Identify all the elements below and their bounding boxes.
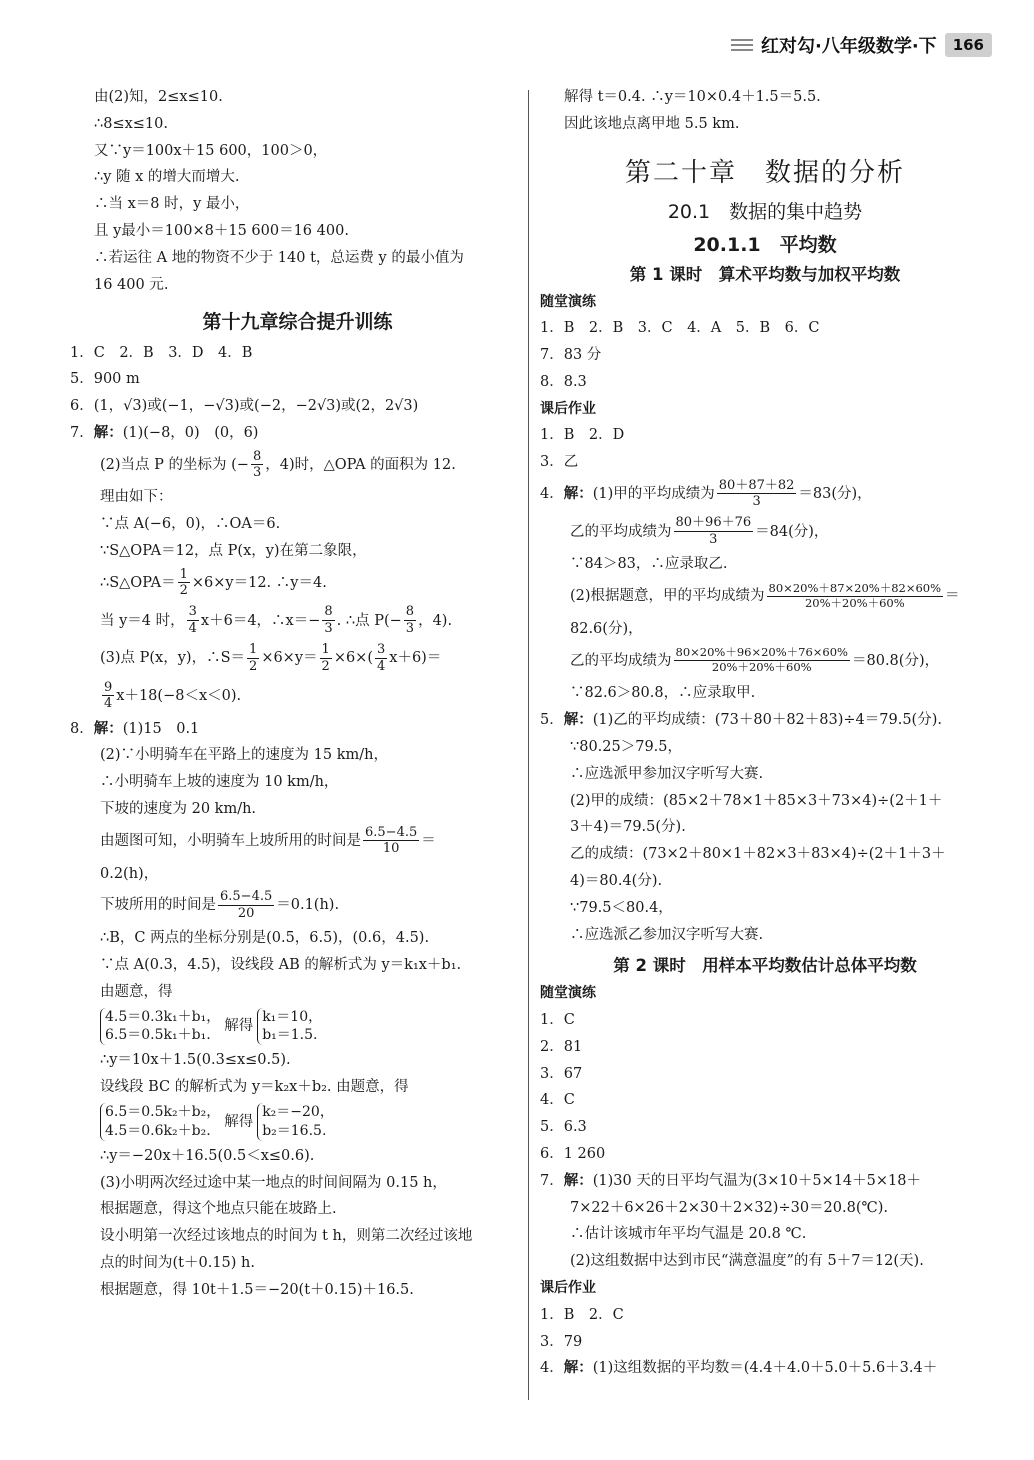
answer-5: 5．900 m [70,371,140,388]
text-line: ∴8≤x≤10. [94,115,168,132]
text: x＋6)＝ [389,650,442,667]
fraction [102,680,114,712]
text-line: 因此该地点离甲地 5.5 km. [564,115,740,132]
denominator: 20 [237,905,255,921]
fraction [322,604,334,636]
page-number: 166 [945,33,992,57]
answer-line: 1．B 2．D [540,427,625,444]
text: (3)点 P(x，y)，∴S＝ [100,650,246,667]
denominator: 10 [382,841,400,857]
text-line: ∴y 随 x 的增大而增大. [94,169,240,186]
question-number: 7． [540,1172,564,1189]
fraction [767,582,944,611]
text: 下坡所用的时间是 [100,897,216,914]
denominator: 20%＋20%＋60% [804,595,905,610]
text: ＝80.8(分)， [852,652,940,669]
text: ＝83(分)， [798,485,872,502]
text-line: 根据题意，得这个地点只能在坡路上. [100,1201,337,1218]
text-line: 0.2(h)， [100,865,159,882]
question-number: 4． [540,485,564,502]
answer-7-result [70,678,525,716]
text-line: 由题意，得 [100,983,173,1000]
answer-line: 6．1 260 [540,1146,606,1163]
system-brace [257,1008,322,1046]
answer-line: 1．B 2．B 3．C 4．A 5．B 6．C [540,320,820,337]
text: (1)乙的平均成绩：(73＋80＋82＋83)÷4＝79.5(分). [592,712,942,729]
text: ×6×y＝12. ∴y＝4. [191,574,327,591]
solution-label: 解： [93,424,123,441]
answer-line: 7．83 分 [540,347,602,364]
text: (1)甲的平均成绩为 [592,485,715,502]
question-number: 7． [70,424,94,441]
numerator: 9 [104,679,113,695]
equation: b₁＝1.5. [262,1027,318,1044]
text-line: 82.6(分)， [570,620,643,637]
text-line: 下坡的速度为 20 km/h. [100,801,257,818]
page-header [731,30,992,60]
text-line: 4)＝80.4(分). [570,872,663,889]
denominator: 3 [324,621,333,637]
lesson-1-title: 第 1 课时 算术平均数与加权平均数 [629,264,901,284]
answer-5-line1 [540,707,990,734]
text-line: 乙的成绩：(73×2＋80×1＋82×3＋83×4)÷(2＋1＋3＋ [570,846,946,863]
text-line: 16 400 元. [94,276,169,293]
text: ＝84(分)， [755,523,829,540]
text: 乙的平均成绩为 [570,652,672,669]
section-label: 随堂演练 [540,985,596,1002]
text: 乙的平均成绩为 [570,523,672,540]
text-line: ∴y＝10x＋1.5(0.3≤x≤0.5). [100,1052,291,1069]
fraction [320,642,332,674]
answer-4-line6 [540,643,990,681]
answer-8-uphill [70,823,525,861]
equation: 6.5＝0.5k₂＋b₂， [105,1103,221,1120]
text-line: ∵82.6＞80.8，∴应录取甲. [570,685,756,702]
answer-line: 3．67 [540,1065,583,1082]
equation: k₁＝10， [262,1008,323,1025]
text: ×6×y＝ [261,650,318,667]
text: ＝ [421,832,436,849]
numerator: 1 [179,566,188,582]
text: (2)当点 P 的坐标为 [100,456,227,473]
text: ＝0.1(h). [276,897,340,914]
text: (1)(−8，0) (0，6) [122,424,259,441]
text: 解得 [224,1113,254,1130]
text: 当 y＝4 时， [100,612,185,629]
denominator: 3 [405,621,415,637]
system-brace [257,1103,334,1141]
chapter19-title: 第十九章综合提升训练 [202,310,393,333]
answer-8-line1 [70,716,525,743]
answer-4-line1 [540,1355,990,1382]
text-line: ∴当 x＝8 时，y 最小， [94,196,250,213]
denominator: 3 [709,532,718,548]
fraction [251,449,263,481]
answer-8-downhill [70,887,525,925]
answer-4-line2 [540,514,990,552]
numerator: 8 [324,604,333,620]
denominator: 2 [321,658,330,674]
text-line: 3＋4)＝79.5(分). [570,819,686,836]
answer-4-line4 [540,578,990,616]
text-line: ∵79.5＜80.4， [570,899,673,916]
denominator: 4 [104,696,113,712]
numerator: 1 [321,642,330,658]
section-label: 课后作业 [540,400,596,417]
fraction [218,889,274,921]
denominator: 4 [377,658,386,674]
numerator: 80×20%＋87×20%＋82×60% [768,580,942,595]
text-line: ∵80.25＞79.5， [570,738,683,755]
fraction [674,646,851,675]
question-number: 5． [540,712,564,729]
fraction [178,567,190,599]
solution-label: 解： [563,485,593,502]
text-line: 且 y最小＝100×8＋15 600＝16 400. [94,223,349,240]
text-line: ∴B，C 两点的坐标分别是(0.5，6.5)，(0.6，4.5). [100,930,430,947]
answer-line: 1．C [540,1011,575,1028]
text-line: 设线段 BC 的解析式为 y＝k₂x＋b₂. 由题意，得 [100,1079,409,1096]
text: x＋18(−8＜x＜0). [116,687,242,704]
text-line: ∴若运往 A 地的物资不少于 140 t，总运费 y 的最小值为 [94,249,464,266]
fraction [187,604,199,636]
denominator: 3 [252,465,262,481]
denominator: 20%＋20%＋60% [711,660,812,675]
denominator: 2 [179,583,188,599]
text: 解得 [224,1018,254,1035]
book-title: 红对勾·八年级数学·下 [761,36,937,57]
answer-7-area [70,565,525,603]
text-line: 根据题意，得 10t＋1.5＝−20(t＋0.15)＋16.5. [100,1281,414,1298]
section-20-1-title: 20.1 数据的集中趋势 [667,200,863,223]
equation: 6.5＝0.5k₁＋b₁. [105,1027,211,1044]
fraction [247,642,259,674]
text-line: 7×22＋6×26＋2×30＋2×32)÷30＝20.8(℃). [570,1199,888,1216]
equation-system-1 [70,1008,525,1046]
left-column [70,84,525,1304]
fraction [363,825,419,857]
numerator: 3 [377,642,386,658]
answer-line: 1．B 2．C [540,1306,624,1323]
right-column [540,84,990,1382]
answer-line: 4．C [540,1092,575,1109]
answer-7-line2 [70,447,525,485]
answer-7-line1 [540,1168,990,1195]
numerator: 1 [249,642,258,658]
numerator: 80×20%＋96×20%＋76×60% [675,645,848,660]
solution-label: 解： [563,1172,593,1189]
answer-line: 3．乙 [540,454,579,471]
denominator: 3 [752,494,761,510]
answer-7-solve [70,603,525,641]
subsection-20-1-1-title: 20.1.1 平均数 [693,233,837,256]
answer-4-line1 [540,476,990,514]
text-line: 点的时间为(t＋0.15) h. [100,1254,255,1271]
numerator: 3 [188,604,197,620]
text: ＝ [945,588,960,605]
text-line: ∵S△OPA＝12，点 P(x，y)在第二象限， [100,543,367,560]
text-line: ∵84＞83，∴应录取乙. [570,556,728,573]
equation-system-2 [70,1103,525,1141]
text-line: (2)这组数据中达到市民“满意温度”的有 5＋7＝12(天). [570,1253,924,1270]
numerator: 6.5−4.5 [220,889,273,905]
text: ∴S△OPA＝ [100,574,176,591]
denominator: 2 [249,658,258,674]
numerator: 8 [252,448,262,464]
numerator: 80＋96＋76 [675,515,752,531]
text: ，4). [418,612,453,629]
text: ，4)时，△OPA 的面积为 12. [265,456,456,473]
column-divider [528,90,529,1400]
fraction [404,604,416,636]
text-line: ∴估计该城市年平均气温是 20.8 ℃. [570,1226,807,1243]
answer-6: 6．(1，√3)或(−1，−√3)或(−2，−2√3)或(2，2√3) [70,398,419,415]
solution-label: 解： [563,712,593,729]
text-line: 解得 t＝0.4. ∴y＝10×0.4＋1.5＝5.5. [564,89,821,105]
text-line: ∴y＝−20x＋16.5(0.5＜x≤0.6). [100,1147,315,1164]
lesson-2-title: 第 2 课时 用样本平均数估计总体平均数 [613,956,917,976]
answer-7-part3 [70,640,525,678]
section-label: 随堂演练 [540,293,596,310]
text: ×6×( [333,650,373,667]
text-line: ∵点 A(−6，0)，∴OA＝6. [100,516,281,533]
text: (2)根据题意，甲的平均成绩为 [570,588,765,605]
text: (− [231,456,249,473]
text-line: ∴应选派乙参加汉字听写大赛. [570,926,764,943]
text: x＋6＝4，∴x＝− [200,612,321,629]
text-line: (3)小明两次经过途中某一地点的时间间隔为 0.15 h， [100,1174,447,1191]
answer-line: 5．6.3 [540,1119,587,1136]
answer-line: 8．8.3 [540,373,587,390]
question-number: 8． [70,720,94,737]
text-line: (2)甲的成绩：(85×2＋78×1＋85×3＋73×4)÷(2＋1＋ [570,792,943,809]
numerator: 8 [405,604,415,620]
fraction [674,515,754,547]
equation: 4.5＝0.6k₂＋b₂. [105,1122,211,1139]
header-lines-icon [731,39,753,51]
text-line: ∴应选派甲参加汉字听写大赛. [570,765,764,782]
text-line: 理由如下： [100,489,173,506]
answer-1-4: 1．C 2．B 3．D 4．B [70,344,253,361]
section-label: 课后作业 [540,1280,596,1297]
text-line: (2)∵小明骑车在平路上的速度为 15 km/h， [100,747,388,764]
answer-line: 3．79 [540,1333,583,1350]
question-number: 4． [540,1360,564,1377]
equation: 4.5＝0.3k₁＋b₁， [105,1008,221,1025]
numerator: 6.5−4.5 [365,824,418,840]
solution-label: 解： [563,1360,593,1377]
text-line: 又∵y＝100x＋15 600，100＞0， [94,142,328,159]
text: (1)30 天的日平均气温为(3×10＋5×14＋5×18＋ [592,1172,921,1189]
text: . ∴点 P(− [336,612,402,629]
text: (1)这组数据的平均数＝(4.4＋4.0＋5.0＋5.6＋3.4＋ [592,1360,938,1377]
text-line: 设小明第一次经过该地点的时间为 t h，则第二次经过该地 [100,1228,473,1245]
system-brace [100,1008,220,1046]
answer-line: 2．81 [540,1038,583,1055]
text: 由题图可知，小明骑车上坡所用的时间是 [100,832,361,849]
equation: b₂＝16.5. [262,1122,327,1139]
text: (1)15 0.1 [122,720,200,737]
system-brace [100,1103,220,1141]
text-line: 由(2)知，2≤x≤10. [94,89,223,105]
text-line: ∵点 A(0.3，4.5)，设线段 AB 的解析式为 y＝k₁x＋b₁. [100,956,462,973]
denominator: 4 [188,621,197,637]
text-line: ∴小明骑车上坡的速度为 10 km/h， [100,774,339,791]
equation: k₂＝−20， [262,1103,334,1120]
solution-label: 解： [93,720,123,737]
numerator: 80＋87＋82 [718,477,795,493]
chapter20-title: 第二十章 数据的分析 [624,157,905,188]
fraction [375,642,387,674]
fraction [717,478,797,510]
answer-7-line1 [70,420,525,447]
